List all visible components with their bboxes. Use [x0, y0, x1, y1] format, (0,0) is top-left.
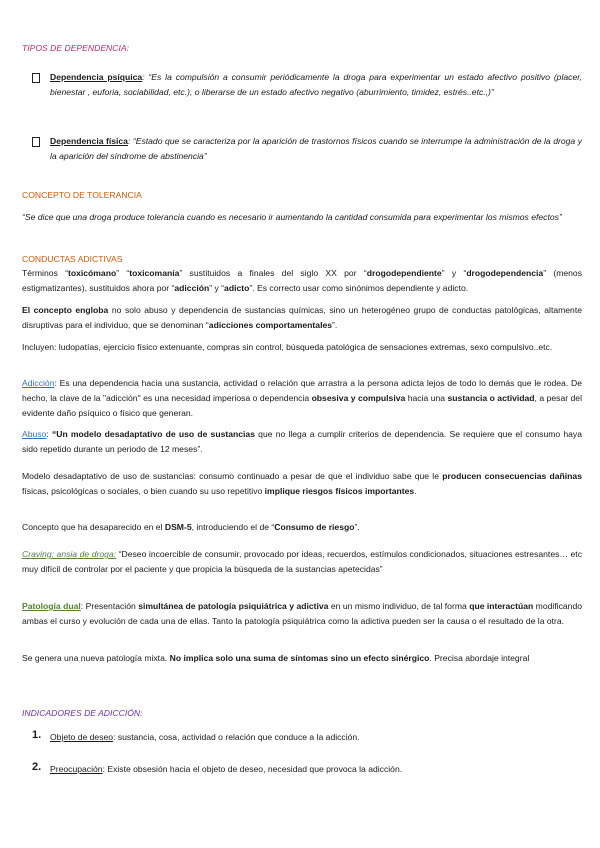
- engloba-paragraph: [22, 303, 582, 333]
- text-run: que no llega a cumplir criterios de dependencia. Se requiere que el consumo haya sido repetido durante un periodo de 12 meses”.: [22, 429, 583, 454]
- text-run: Modelo desadaptativo de uso de sustancias: consumo continuado a pesar de que el individuo sabe que le: [22, 471, 443, 481]
- bold-run: adicción: [174, 283, 210, 293]
- abuso-paragraph: [22, 427, 582, 457]
- text-run: , a pesar del evidente daño psíquico o físico que generan.: [22, 393, 582, 418]
- text-run: en un mismo individuo, de tal forma: [328, 601, 470, 611]
- bold-run: drogodependencia: [466, 268, 544, 278]
- text-run: “Deseo incoercible de consumir, provocado por ideas, recuerdos, estímulos condicionados, situaciones estresantes… etc muy difícil de controlar por el paciente y que propicia la búsqueda de la sustancias apetecidas”: [22, 549, 582, 574]
- bold-run: implique riesgos físicos importantes: [264, 486, 415, 496]
- dependencia-psiquica: [50, 70, 582, 100]
- bold-run: sustancia o actividad: [447, 393, 535, 403]
- bold-run: DSM-5: [164, 522, 192, 532]
- bold-run: producen consecuencias dañinas: [442, 471, 582, 481]
- text-run: Se genera una nueva patología mixta.: [22, 653, 170, 663]
- text-run: ” sustituidos a finales del siglo XX por “: [179, 268, 367, 278]
- bold-run: El concepto engloba: [22, 305, 109, 315]
- bold-run: simultánea de patología psiquiátrica y adictiva: [138, 601, 329, 611]
- modelo-paragraph: [22, 469, 582, 499]
- text-run: : Existe obsesión hacia el objeto de deseo, necesidad que provoca la adicción.: [102, 764, 403, 774]
- bullet-square-icon: [32, 73, 40, 83]
- mixta-paragraph: [22, 651, 582, 666]
- text-run: , introduciendo el de “: [191, 522, 275, 532]
- text-run: físicas, psicológicas o sociales, o bien cuando su uso repetitivo: [22, 486, 265, 496]
- text-run: ” “: [116, 268, 130, 278]
- fisica-text: : “Estado que se caracteriza por la aparición de trastornos físicos cuando se interrumpe la administración de la droga y la aparición del síndrome de abstinencia”: [50, 136, 582, 161]
- adiccion-label: Adicción: [22, 378, 55, 388]
- text-run: ”.: [354, 522, 360, 532]
- psiquica-label: Dependencia psíquica: [50, 72, 143, 82]
- indicador-item: [50, 730, 582, 745]
- terminos-paragraph: [22, 266, 582, 296]
- dependencia-fisica: [50, 134, 582, 164]
- bold-run: No implica solo una suma de síntomas sino un efecto sinérgico: [169, 653, 430, 663]
- text-run: Concepto que ha desaparecido en el: [22, 522, 165, 532]
- text-run: : sustancia, cosa, actividad o relación que conduce a la adicción.: [113, 732, 360, 742]
- psiquica-text: : “Es la compulsión a consumir periódicamente la droga para experimentar un estado afectivo positivo (placer, bienestar , euforia, sociabilidad, etc.), o liberarse de un estado afectivo negativo (aburrimiento, timidez, estrés..etc.,)”: [50, 72, 582, 97]
- tolerancia-text: “Se dice que una droga produce tolerancia cuando es necesario ir aumentando la cantidad consumida para experimentar los mismos efectos”: [22, 212, 562, 222]
- tipos-heading: TIPOS DE DEPENDENCIA:: [22, 43, 129, 53]
- abuso-label: Abuso: [22, 429, 47, 439]
- text-run: :: [46, 429, 52, 439]
- craving-paragraph: [22, 547, 582, 577]
- bold-run: adicto: [224, 283, 250, 293]
- text-run: ” y “: [441, 268, 467, 278]
- indicador-label: Preocupación: [50, 764, 103, 774]
- text-run: : Presentación: [80, 601, 139, 611]
- incluyen-paragraph: Incluyen: ludopatías, ejercicio físico extenuante, compras sin control, búsqueda patológica de sensaciones extremas, sexo compulsivo..etc.: [22, 342, 553, 352]
- indicadores-heading: INDICADORES DE ADICCIÓN:: [22, 708, 143, 718]
- text-run: hacia una: [405, 393, 448, 403]
- bold-run: drogodependiente: [366, 268, 442, 278]
- bold-run: obsesiva y compulsiva: [311, 393, 406, 403]
- dsm-paragraph: [22, 520, 582, 535]
- craving-label: Craving: ansia de droga:: [22, 549, 117, 559]
- indicador-number: 2.: [32, 761, 42, 773]
- text-run: ”. Es correcto usar como sinónimos dependiente y adicto.: [249, 283, 469, 293]
- text-run: ”.: [332, 320, 338, 330]
- text-run: modificando ambas el curso y evolución de cada una de ellas. Tanto la patología psiquiátrica como la adictiva pueden ser la causa o el resultado de la otra.: [22, 601, 582, 626]
- indicador-number: 1.: [32, 729, 42, 741]
- fisica-label: Dependencia física: [50, 136, 128, 146]
- bold-run: toxicómano: [67, 268, 117, 278]
- indicador-label: Objeto de deseo: [50, 732, 114, 742]
- text-run: . Precisa abordaje integral: [429, 653, 530, 663]
- bold-run: Consumo de riesgo: [274, 522, 355, 532]
- bullet-square-icon: [32, 137, 40, 147]
- bold-run: “Un modelo desadaptativo de uso de sustancias: [51, 429, 255, 439]
- bold-run: que interactúan: [469, 601, 534, 611]
- adiccion-paragraph: [22, 376, 582, 421]
- text-run: ” (menos estigmatizantes), sustituidos ahora por “: [22, 268, 582, 293]
- text-run: ” y “: [209, 283, 225, 293]
- text-run: Términos “: [22, 268, 68, 278]
- text-run: .: [414, 486, 417, 496]
- conductas-heading: CONDUCTAS ADICTIVAS: [22, 254, 123, 264]
- bold-run: toxicomanía: [129, 268, 180, 278]
- patologia-dual-paragraph: [22, 599, 582, 629]
- tolerancia-heading: CONCEPTO DE TOLERANCIA: [22, 190, 142, 200]
- indicador-item: [50, 762, 582, 777]
- text-run: : Es una dependencia hacia una sustancia, actividad o relación que arrastra a la persona adicta lejos de todo lo demás que le rodea. De hecho, la clave de la "adicción" es una necesidad imperiosa o dependencia: [22, 378, 582, 403]
- dual-label: Patología dual: [22, 601, 81, 611]
- text-run: no solo abuso y dependencia de sustancias químicas, sino un heterogéneo grupo de conductas patológicas, altamente disruptivas para el individuo, que se denominan “: [22, 305, 582, 330]
- bold-run: adicciones comportamentales: [208, 320, 333, 330]
